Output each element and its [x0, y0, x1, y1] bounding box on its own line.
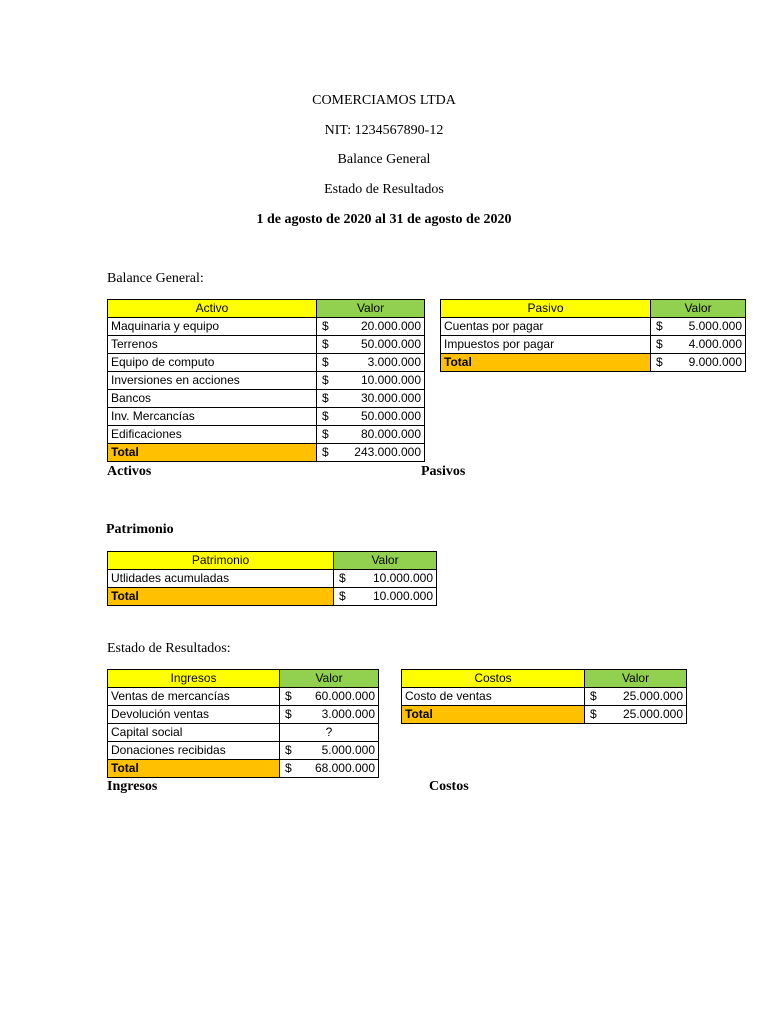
- row-label: Inv. Mercancías: [108, 408, 317, 426]
- table-row: [108, 408, 425, 426]
- currency-symbol: $: [339, 571, 346, 585]
- table-row: [108, 318, 425, 336]
- row-label: Cuentas por pagar: [441, 318, 651, 336]
- table-row: [441, 336, 746, 354]
- currency-symbol: $: [590, 689, 597, 703]
- costos-header: Costos: [402, 670, 585, 688]
- row-amount: [280, 706, 379, 724]
- patrimonio-table: [107, 551, 437, 606]
- amount-value: 10.000.000: [372, 571, 433, 585]
- table-row: [108, 724, 379, 742]
- activo-header-row: [108, 300, 425, 318]
- row-label: Ventas de mercancías: [108, 688, 280, 706]
- amount-value: 4.000.000: [688, 337, 742, 351]
- activo-table: [107, 299, 425, 462]
- costos-header-row: [402, 670, 687, 688]
- table-row: [108, 688, 379, 706]
- row-label: Equipo de computo: [108, 354, 317, 372]
- pasivos-caption: Pasivos: [421, 464, 466, 479]
- currency-symbol: $: [322, 391, 329, 405]
- total-row: [108, 760, 379, 778]
- total-label: Total: [108, 444, 317, 462]
- row-label: Impuestos por pagar: [441, 336, 651, 354]
- costos-caption: Costos: [429, 779, 469, 794]
- report-period: 1 de agosto de 2020 al 31 de agosto de 2020: [256, 212, 512, 227]
- row-amount: [651, 318, 746, 336]
- ingresos-header-row: [108, 670, 379, 688]
- pasivo-value-header: Valor: [651, 300, 746, 318]
- amount-value: 5.000.000: [321, 743, 375, 757]
- total-row: [402, 706, 687, 724]
- ingresos-header: Ingresos: [108, 670, 280, 688]
- row-amount: [317, 408, 425, 426]
- row-amount: [317, 390, 425, 408]
- row-amount: [585, 688, 687, 706]
- row-label: Edificaciones: [108, 426, 317, 444]
- currency-symbol: $: [322, 337, 329, 351]
- currency-symbol: $: [285, 743, 292, 757]
- amount-value: 10.000.000: [372, 589, 433, 603]
- activo-value-header: Valor: [317, 300, 425, 318]
- amount-value: 20.000.000: [360, 319, 421, 333]
- row-label: Maquinaria y equipo: [108, 318, 317, 336]
- amount-value: 30.000.000: [360, 391, 421, 405]
- ingresos-caption: Ingresos: [107, 779, 158, 794]
- company-nit: NIT: 1234567890-12: [324, 123, 444, 138]
- currency-symbol: $: [656, 337, 663, 351]
- patrimonio-header: Patrimonio: [108, 552, 334, 570]
- row-amount: [317, 354, 425, 372]
- amount-value: 50.000.000: [360, 337, 421, 351]
- ingresos-value-header: Valor: [280, 670, 379, 688]
- currency-symbol: $: [656, 319, 663, 333]
- row-amount: [280, 742, 379, 760]
- table-row: [108, 390, 425, 408]
- balance-section-title: Balance General:: [107, 271, 204, 286]
- row-amount: [317, 426, 425, 444]
- pasivo-header: Pasivo: [441, 300, 651, 318]
- row-label: Bancos: [108, 390, 317, 408]
- amount-value: 243.000.000: [354, 445, 421, 459]
- table-row: [108, 742, 379, 760]
- table-row: [108, 372, 425, 390]
- currency-symbol: $: [285, 707, 292, 721]
- currency-symbol: $: [322, 355, 329, 369]
- amount-value: 9.000.000: [688, 355, 742, 369]
- pasivo-table: [440, 299, 746, 372]
- amount-value: 80.000.000: [360, 427, 421, 441]
- total-row: [441, 354, 746, 372]
- total-amount: [651, 354, 746, 372]
- total-amount: [585, 706, 687, 724]
- row-label: Capital social: [108, 724, 280, 742]
- amount-value: 60.000.000: [314, 689, 375, 703]
- amount-value: 68.000.000: [314, 761, 375, 775]
- activos-caption: Activos: [107, 464, 152, 479]
- row-label: Donaciones recibidas: [108, 742, 280, 760]
- amount-value: 3.000.000: [321, 707, 375, 721]
- costos-table: [401, 669, 687, 724]
- row-label: Utlidades acumuladas: [108, 570, 334, 588]
- row-label: Costo de ventas: [402, 688, 585, 706]
- row-label: Terrenos: [108, 336, 317, 354]
- row-amount: [651, 336, 746, 354]
- report-title-results: Estado de Resultados: [324, 182, 444, 197]
- amount-value: 5.000.000: [688, 319, 742, 333]
- table-row: [108, 570, 437, 588]
- currency-symbol: $: [322, 409, 329, 423]
- currency-symbol: $: [322, 427, 329, 441]
- pasivo-header-row: [441, 300, 746, 318]
- table-row: [402, 688, 687, 706]
- total-amount: [317, 444, 425, 462]
- ingresos-table: [107, 669, 379, 778]
- total-label: Total: [108, 588, 334, 606]
- table-row: [441, 318, 746, 336]
- total-label: Total: [441, 354, 651, 372]
- patrimonio-value-header: Valor: [334, 552, 437, 570]
- table-row: [108, 426, 425, 444]
- amount-value: 3.000.000: [367, 355, 421, 369]
- table-row: [108, 354, 425, 372]
- total-amount: [280, 760, 379, 778]
- total-label: Total: [402, 706, 585, 724]
- amount-value: 10.000.000: [360, 373, 421, 387]
- total-row: [108, 444, 425, 462]
- row-amount: [317, 318, 425, 336]
- currency-symbol: $: [285, 761, 292, 775]
- currency-symbol: $: [322, 445, 329, 459]
- row-amount-unknown: ?: [280, 724, 379, 742]
- currency-symbol: $: [322, 319, 329, 333]
- amount-value: 50.000.000: [360, 409, 421, 423]
- row-label: Inversiones en acciones: [108, 372, 317, 390]
- amount-value: 25.000.000: [622, 689, 683, 703]
- total-label: Total: [108, 760, 280, 778]
- patrimonio-header-row: [108, 552, 437, 570]
- company-name: COMERCIAMOS LTDA: [312, 93, 456, 108]
- table-row: [108, 336, 425, 354]
- currency-symbol: $: [656, 355, 663, 369]
- patrimonio-section-title: Patrimonio: [106, 522, 174, 537]
- activo-header: Activo: [108, 300, 317, 318]
- report-title-balance: Balance General: [337, 152, 431, 167]
- row-amount: [334, 570, 437, 588]
- resultados-section-title: Estado de Resultados:: [107, 641, 231, 656]
- costos-value-header: Valor: [585, 670, 687, 688]
- row-amount: [317, 372, 425, 390]
- total-amount: [334, 588, 437, 606]
- row-amount: [317, 336, 425, 354]
- currency-symbol: $: [339, 589, 346, 603]
- amount-value: 25.000.000: [622, 707, 683, 721]
- row-amount: [280, 688, 379, 706]
- currency-symbol: $: [590, 707, 597, 721]
- table-row: [108, 706, 379, 724]
- currency-symbol: $: [285, 689, 292, 703]
- total-row: [108, 588, 437, 606]
- currency-symbol: $: [322, 373, 329, 387]
- row-label: Devolución ventas: [108, 706, 280, 724]
